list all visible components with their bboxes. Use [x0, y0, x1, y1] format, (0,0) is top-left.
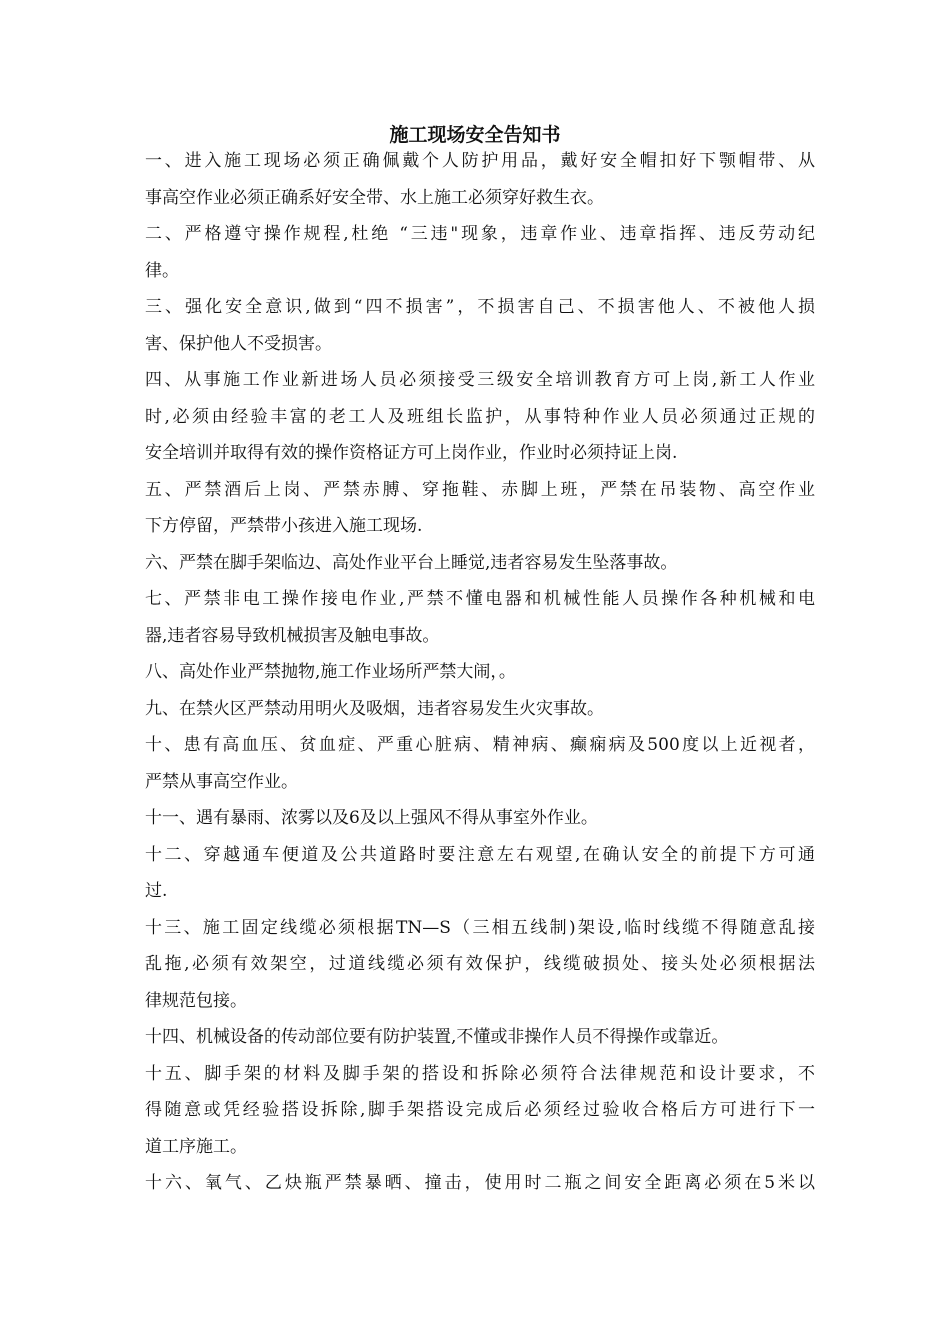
- body-line: 五、严禁酒后上岗、严禁赤膊、穿拖鞋、赤脚上班，严禁在吊装物、高空作业: [145, 479, 815, 500]
- body-line: 三、强化安全意识,做到“四不损害”，不损害自己、不损害他人、不被他人损: [145, 297, 815, 317]
- body-line: 时,必须由经验丰富的老工人及班组长监护，从事特种作业人员必须通过正规的: [145, 406, 815, 427]
- body-line: 九、在禁火区严禁动用明火及吸烟，违者容易发生火灾事故。: [145, 698, 604, 719]
- body-line: 十一、遇有暴雨、浓雾以及6及以上强风不得从事室外作业。: [145, 808, 598, 828]
- body-line: 十五、脚手架的材料及脚手架的搭设和拆除必须符合法律规范和设计要求，不: [145, 1063, 815, 1084]
- body-line: 十二、穿越通车便道及公共道路时要注意左右观望,在确认安全的前提下方可通: [145, 844, 815, 865]
- body-line: 十三、施工固定线缆必须根据TN—S（三相五线制)架设,临时线缆不得随意乱接: [145, 917, 815, 938]
- body-line: 律。: [145, 260, 179, 281]
- body-line: 十四、机械设备的传动部位要有防护装置,不懂或非操作人员不得操作或靠近。: [145, 1027, 729, 1047]
- body-line: 得随意或凭经验搭设拆除,脚手架搭设完成后必须经过验收合格后方可进行下一: [145, 1100, 815, 1120]
- body-line: 安全培训并取得有效的操作资格证方可上岗作业，作业时必须持证上岗.: [145, 443, 678, 463]
- document-body: [145, 143, 815, 1202]
- body-line: 乱拖,必须有效架空，过道线缆必须有效保护，线缆破损处、接头处必须根据法: [145, 954, 815, 974]
- body-line: 六、严禁在脚手架临边、高处作业平台上睡觉,违者容易发生坠落事故。: [145, 552, 678, 573]
- body-line: 二、严格遵守操作规程,杜绝 “三违"现象，违章作业、违章指挥、违反劳动纪: [145, 224, 815, 244]
- document-title: 施工现场安全告知书: [389, 124, 561, 146]
- body-line: 器,违者容易导致机械损害及触电事故。: [145, 625, 440, 646]
- body-line: 律规范包接。: [145, 990, 247, 1011]
- body-line: 害、保护他人不受损害。: [145, 333, 332, 354]
- body-line: 十、患有高血压、贫血症、严重心脏病、精神病、癫痫病及500度以上近视者，: [145, 735, 815, 755]
- body-line: 八、高处作业严禁抛物,施工作业场所严禁大闹，。: [145, 662, 516, 682]
- body-line: 事高空作业必须正确系好安全带、水上施工必须穿好救生衣。: [145, 187, 604, 208]
- body-line: 过.: [145, 881, 168, 901]
- body-line: 十六、氧气、乙炔瓶严禁暴晒、撞击，使用时二瓶之间安全距离必须在5米以: [145, 1173, 815, 1193]
- body-line: 一、进入施工现场必须正确佩戴个人防护用品，戴好安全帽扣好下颚帽带、从: [145, 151, 815, 171]
- body-line: 严禁从事高空作业。: [145, 771, 298, 792]
- body-line: 四、从事施工作业新进场人员必须接受三级安全培训教育方可上岗,新工人作业: [145, 370, 815, 390]
- body-line: 下方停留，严禁带小孩进入施工现场.: [145, 516, 423, 536]
- body-line: 七、严禁非电工操作接电作业,严禁不懂电器和机械性能人员操作各种机械和电: [145, 589, 815, 609]
- body-line: 道工序施工。: [145, 1136, 247, 1157]
